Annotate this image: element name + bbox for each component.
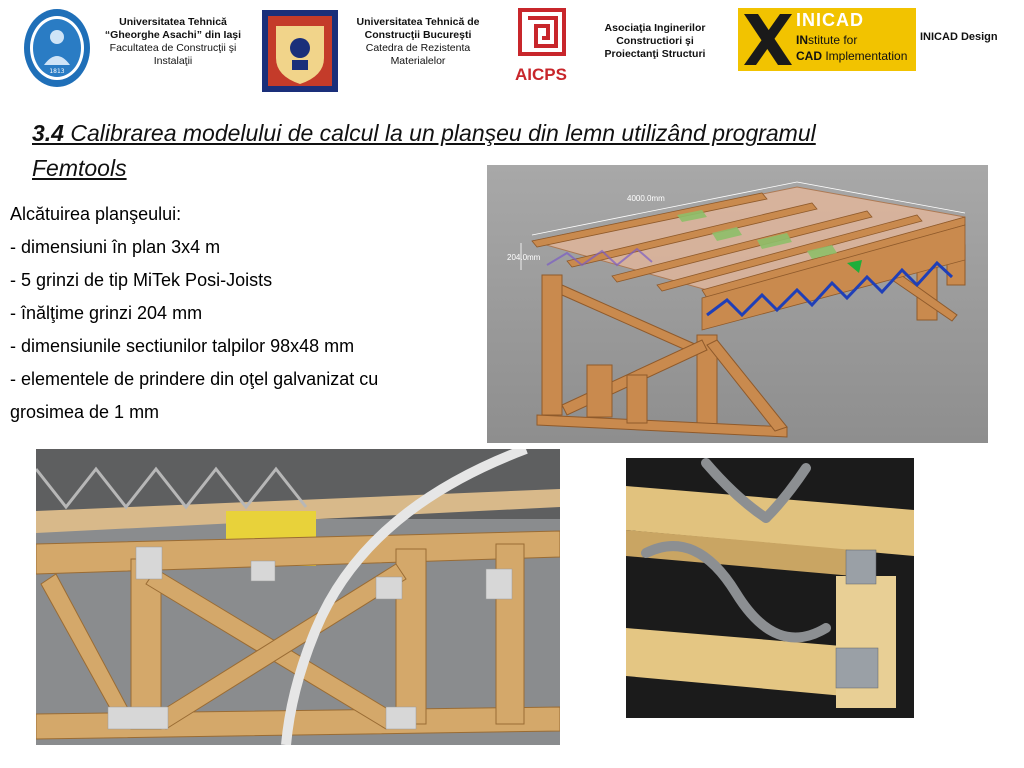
posi-joist-detail-photo — [626, 458, 914, 718]
dimension-height-label: 204.0mm — [507, 253, 541, 262]
description-heading: Alcătuirea planşeului: — [10, 204, 182, 224]
inicad-brand: INICAD — [796, 10, 864, 30]
utcb-text — [343, 16, 493, 68]
inicad-tagline-2-rest: Implementation — [822, 49, 908, 63]
femtools-model-render — [487, 165, 988, 443]
description-item-dimensions: - dimensiuni în plan 3x4 m — [10, 237, 221, 257]
title-number: 3.4 — [32, 120, 64, 146]
lab-test-drawing — [36, 449, 560, 745]
utcb-line-4: Materialelor — [390, 55, 446, 67]
description-item-joists: - 5 grinzi de tip MiTek Posi-Joists — [10, 270, 273, 290]
floor-description — [10, 198, 490, 429]
title-text: Calibrarea modelului de calcul la un planşeu din lemn utilizând programul Femtools — [32, 120, 816, 181]
description-item-connectors: - elementele de prindere din oţel galvanizat cu — [10, 369, 379, 389]
aicps-logo — [506, 6, 576, 86]
inicad-logo — [738, 8, 916, 71]
description-item-thickness: grosimea de 1 mm — [10, 402, 160, 422]
tuiasi-seal-logo — [22, 7, 92, 89]
inicad-tagline-2-bold: CAD — [796, 49, 822, 63]
inicad-tagline-1 — [796, 33, 857, 47]
joist-detail-drawing — [626, 458, 914, 718]
utcb-line-2: Construcţii Bucureşti — [364, 29, 472, 41]
aicps-line-2: Constructiori şi — [616, 35, 694, 47]
tuiasi-text — [98, 16, 248, 68]
description-item-sections: - dimensiunile sectiunilor talpilor 98x48 mm — [10, 336, 355, 356]
description-item-height: - înălţime grinzi 204 mm — [10, 303, 203, 323]
tuiasi-line-3: Facultatea de Construcţii şi — [109, 42, 237, 54]
svg-text:1813: 1813 — [49, 68, 65, 75]
tuiasi-line-4: Instalaţii — [153, 55, 193, 67]
aicps-line-3: Proiectanţi Structuri — [604, 48, 706, 60]
header-logos — [0, 0, 1024, 100]
inicad-x-mark-icon — [740, 10, 796, 69]
aicps-line-1: Asociaţia Inginerilor — [604, 22, 706, 34]
model-drawing — [487, 165, 988, 443]
inicad-tagline-2 — [796, 49, 907, 63]
inicad-side-text: INICAD Design — [920, 31, 998, 43]
aicps-mark-text: AICPS — [515, 65, 567, 84]
lab-test-photo — [36, 449, 560, 745]
utcb-line-3: Catedra de Rezistenta — [365, 42, 471, 54]
dimension-length-label: 4000.0mm — [627, 194, 665, 203]
tuiasi-line-2: “Gheorghe Asachi” din Iaşi — [104, 29, 242, 41]
tuiasi-line-1: Universitatea Tehnică — [119, 16, 227, 28]
inicad-tagline-1-bold: IN — [796, 33, 808, 47]
aicps-text — [588, 22, 722, 61]
utcb-line-1: Universitatea Tehnică de — [356, 16, 480, 28]
utcb-coat-of-arms-logo — [262, 10, 338, 92]
inicad-tagline-1-rest: stitute for — [808, 33, 858, 47]
